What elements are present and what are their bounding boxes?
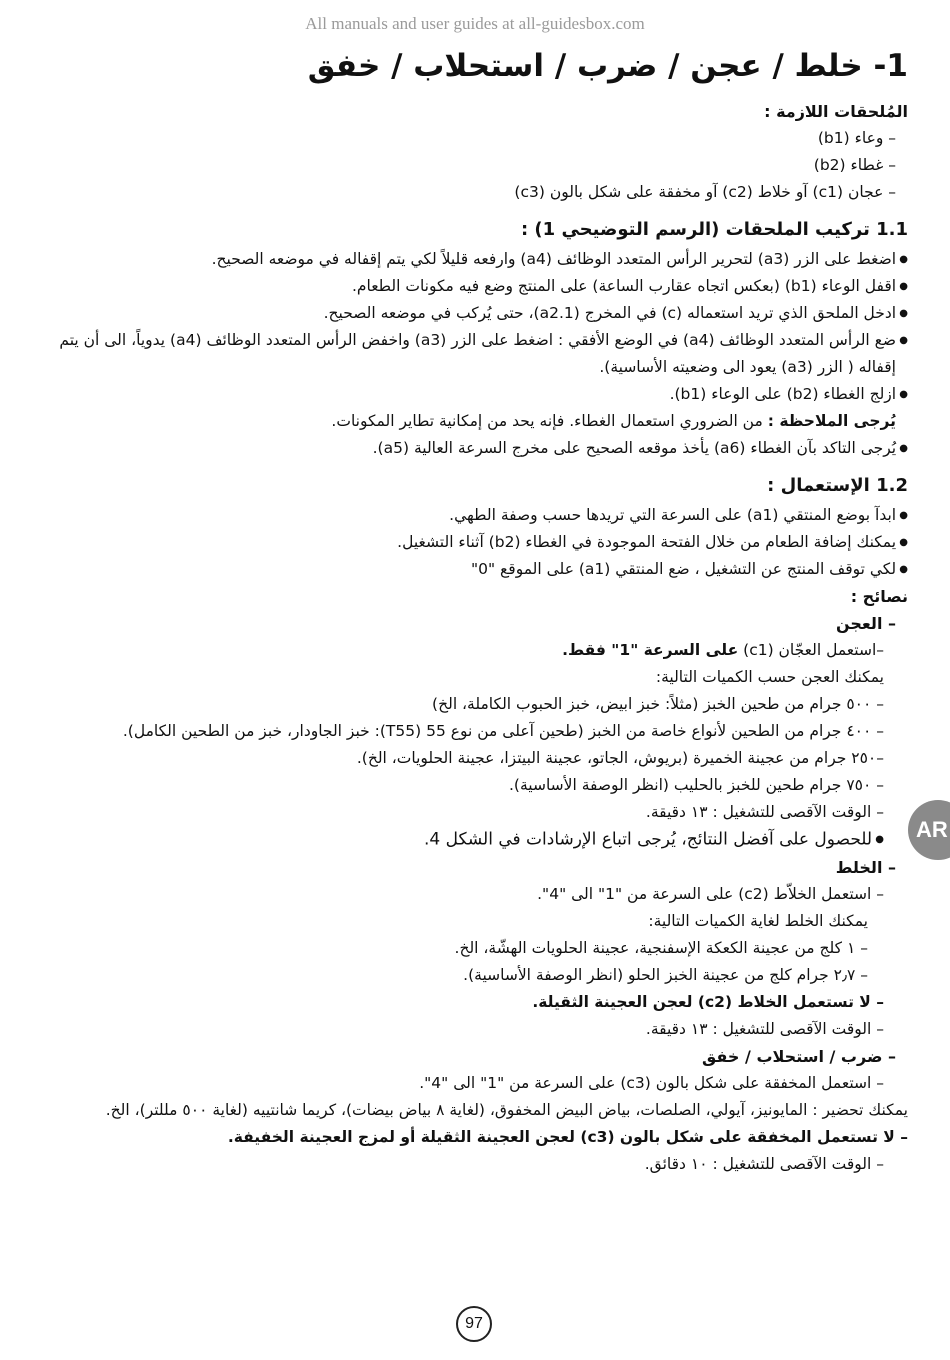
watermark: All manuals and user guides at all-guidesbox.com [305,14,645,33]
kneading-quantity: – ٧٥٠ جرام طحين للخبز بالحليب (انظر الوصفة الأساسية). [509,776,884,794]
assembly-step [20,435,908,462]
kneading-use-speed: على السرعة "1" فقط. [562,641,739,659]
usage-heading: 1.2 الإستعمال : [767,475,908,496]
mixing-warning: – لا تستعمل الخلاط (c2) لعجن العجينة الثقيلة. [532,992,884,1011]
usage-step-text: لكي توقف المنتج عن التشغيل ، ضع المنتقي (a1) على الموقع "0" [470,560,897,578]
document-body [20,46,908,1178]
whisking-prepare: يمكنك تحضير : المايونيز، آيولي، الصلصات، بياض البيض المخفوق، (لغاية ٨ بياض بيضات)، كريما شانتييه (لغاية ٥٠٠ مللتر)، الخ. [105,1100,908,1119]
accessory-item: – غطاء (b2) [813,156,896,174]
usage-step-text: ابدآ بوضع المنتقي (a1) على السرعة التي تريدها حسب وصفة الطهي. [449,506,897,524]
note-label: يُرجى الملاحظة : [767,412,896,430]
kneading-quantities-intro: يمكنك العجن حسب الكميات التالية: [655,668,884,686]
accessory-item: – عجان (c1) آو خلاط (c2) آو مخفقة على شكل بالون (c3) [514,183,896,201]
assembly-step [20,273,908,300]
kneading-quantity: – ٥٠٠ جرام من طحين الخبز (مثلاً: خبز ابيض، خبز الحبوب الكاملة، الخ) [432,695,884,713]
assembly-step-continuation: إقفاله ( الزر (a3) يعود الى وضعيته الأساسية). [599,358,896,376]
best-results-text: للحصول على آفضل النتائج، يُرجى اتباع الإرشادات في الشكل 4. [423,829,873,850]
kneading-use [20,637,908,664]
assembly-step [20,246,908,273]
assembly-step [20,381,908,408]
whisking-max-time: – الوقت الآقصى للتشغيل : ١٠ دقائق. [644,1154,884,1173]
whisking-use: – استعمل المخفقة على شكل بالون (c3) على السرعة من "1" الى "4". [419,1073,884,1092]
mixing-quantity: – ٢٫٧ جرام كلج من عجينة الخبز الحلو (انظر الوصفة الأساسية). [463,965,868,984]
assembly-note [20,408,908,435]
tips-heading: نصائح : [850,587,908,606]
usage-step [20,556,908,583]
kneading-heading: – العجن [835,614,896,633]
assembly-step-text: ادخل الملحق الذي تريد استعماله (c) في المخرج (a2.1)، حتى يُركب في موضعه الصحيح. [323,304,897,322]
whisking-heading: – ضرب / استحلاب / خفق [701,1046,896,1066]
usage-step [20,502,908,529]
note-text: من الضروري استعمال الغطاء. فإنه يحد من إمكانية تطاير المكونات. [331,412,768,430]
assembly-step-text: ازلج الغطاء (b2) على الوعاء (b1). [669,385,897,403]
page-title: 1- خلط / عجن / ضرب / استحلاب / خفق [307,48,908,84]
mixing-max-time: – الوقت الآقصى للتشغيل : ١٣ دقيقة. [645,1019,884,1038]
kneading-max-time: – الوقت الآقصى للتشغيل : ١٣ دقيقة. [645,803,884,821]
kneading-use-prefix: –استعمل العجّان (c1) [738,641,884,659]
assembly-step-text: اضغط على الزر (a3) لتحرير الرأس المتعدد الوظائف (a4) وارفعه قليلاً لكي يتم إقفاله في موضعه الصحيح. [211,250,897,268]
language-tab: AR [908,800,950,860]
whisking-warning: – لا تستعمل المخفقة على شكل بالون (c3) لعجن العجينة الثقيلة أو لمزج العجينة الخفيفة. [227,1127,908,1146]
accessory-item: – وعاء (b1) [817,129,896,147]
usage-step [20,529,908,556]
assembly-step [20,327,908,354]
mixing-quantity: – ١ كلج من عجينة الكعكة الإسفنجية، عجينة الحلويات الهشّة، الخ. [454,938,868,957]
kneading-quantity: –٢٥٠ جرام من عجينة الخميرة (بريوش، الجاتو، عجينة البيتزا، عجينة الحلويات، الخ). [356,749,884,767]
assembly-step-text: ضع الرأس المتعدد الوظائف (a4) في الوضع الأفقي : اضغط على الزر (a3) واخفض الرأس المتعدد الوظائف (a4) يدوياً، الى أن يتم [59,331,897,349]
kneading-best-results [20,826,908,854]
mixing-use: – استعمل الخلاّط (c2) على السرعة من "1" الى "4". [537,884,884,903]
usage-step-text: يمكنك إضافة الطعام من خلال الفتحة الموجودة في الغطاء (b2) آثناء التشغيل. [397,533,897,551]
mixing-heading: – الخلط [835,857,896,877]
assembly-step-text: اقفل الوعاء (b1) (بعكس اتجاه عقارب الساعة) على المنتج وضع فيه مكونات الطعام. [351,277,897,295]
assembly-step-text: يُرجى التاكد بآن الغطاء (a6) يأخذ موقعه الصحيح على مخرج السرعة العالية (a5). [372,439,897,457]
assembly-step [20,300,908,327]
page-number: 97 [456,1306,492,1342]
kneading-quantity: – ٤٠٠ جرام من الطحين لأنواع خاصة من الخبز (طحين آعلى من نوع 55 (T55): خبز الجاودار، خبز من الطحين الكامل). [122,722,884,740]
mixing-quantities-intro: يمكنك الخلط لغاية الكميات التالية: [648,911,868,930]
assembly-heading: 1.1 تركيب الملحقات (الرسم التوضيحي 1) : [520,219,908,240]
accessories-heading: المُلحقات اللازمة : [764,102,908,121]
